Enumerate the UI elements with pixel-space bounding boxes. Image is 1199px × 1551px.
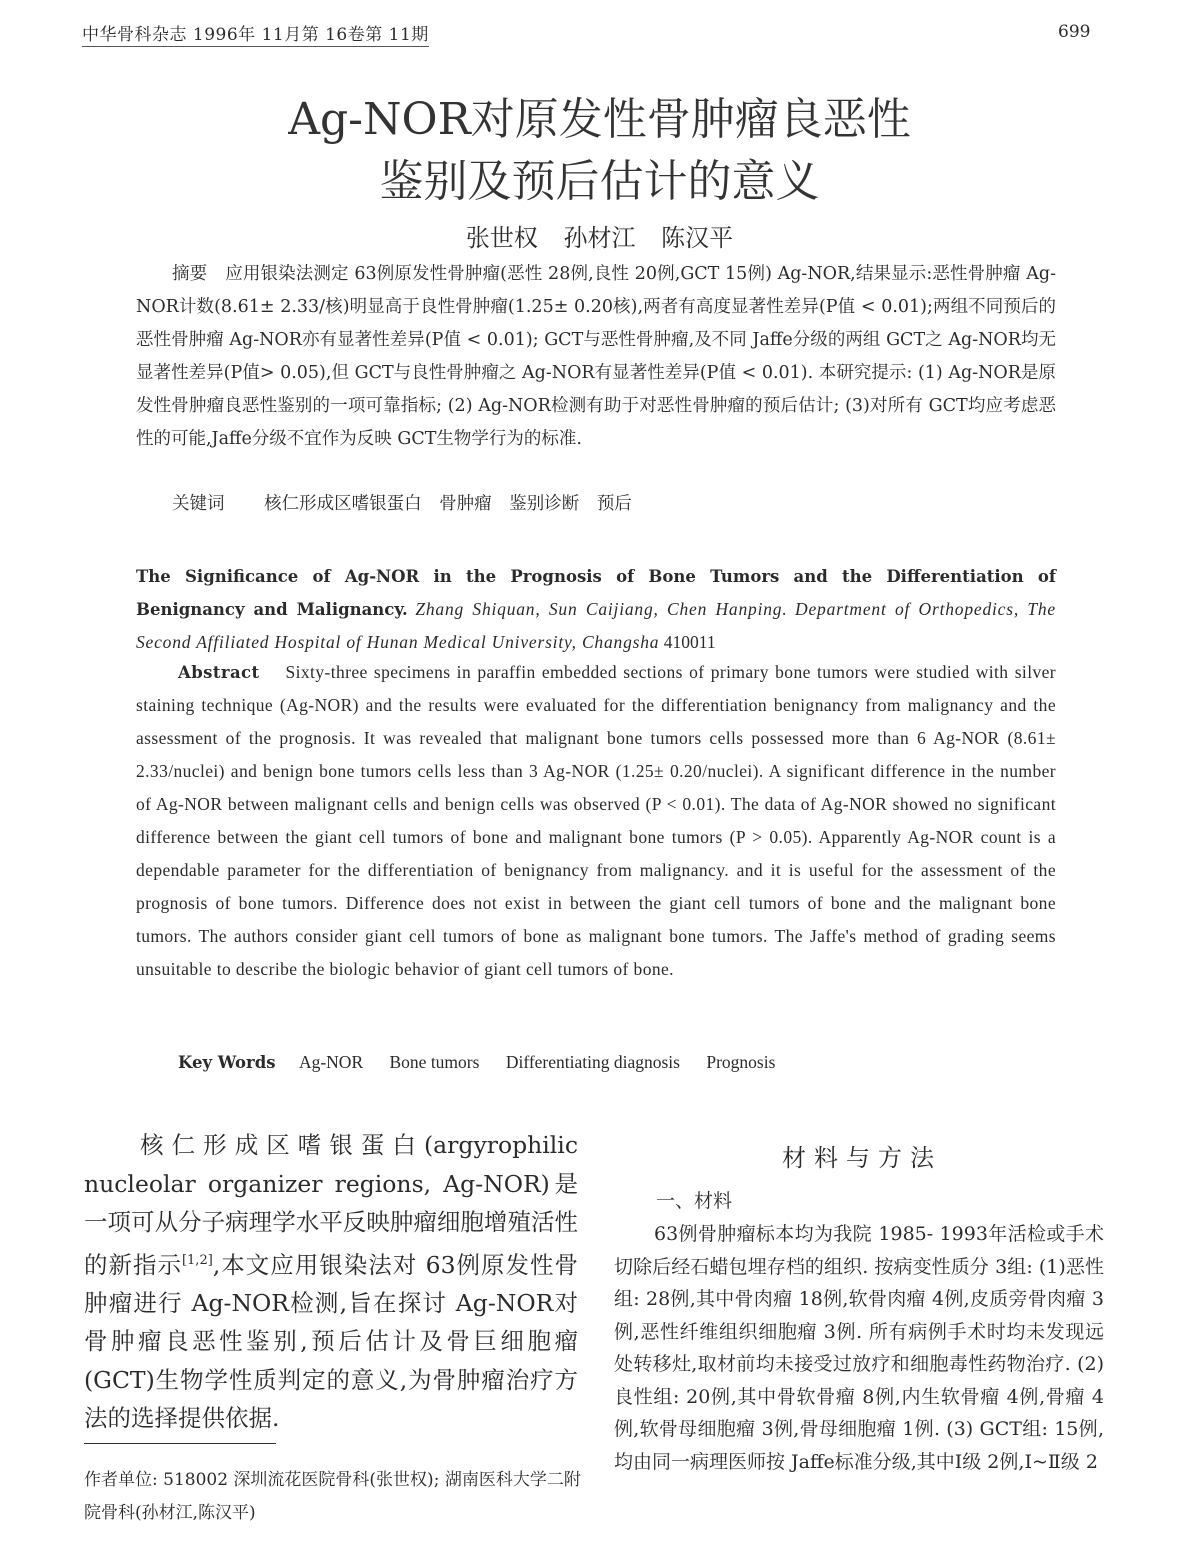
- chinese-abstract-text: 应用银染法测定 63例原发性骨肿瘤(恶性 28例,良性 20例,GCT 15例) Ag-NOR,结果显示:恶性骨肿瘤 Ag-NOR计数(8.61± 2.33/核)明显高于良性骨肿瘤(1.25± 0.20核),两者有高度显著性差异(P值 < 0.01);两组不同预后的恶性骨肿瘤 Ag-NOR亦有显著性差异(P值 < 0.01); GCT与恶性骨肿瘤,及不同 Jaffe分级的两组 GCT之 Ag-NOR均无显著性差异(P值> 0.05),但 GCT与良性骨肿瘤之 Ag-NOR有显著性差异(P值 < 0.01). 本研究提示: (1) Ag-NOR是原发性骨肿瘤良恶性鉴别的一项可靠指标; (2) Ag-NOR检测有助于对恶性骨肿瘤的预后估计; (3)对所有 GCT均应考虑恶性的可能,Jaffe分级不宜作为反映 GCT生物学行为的标准.: [136, 264, 1056, 449]
- english-title: The Significance of Ag-NOR in the Prognosis of Bone Tumors and the Differentiation of Benignancy and Malignancy.: [136, 567, 1056, 619]
- title-line-2: 鉴别及预后估计的意义: [379, 156, 820, 207]
- section-title: 材料与方法: [782, 1144, 942, 1172]
- chinese-keyword: 核仁形成区嗜银蛋白: [264, 494, 422, 514]
- english-keywords-label: Key Words: [178, 1053, 276, 1072]
- english-keyword: Bone tumors: [389, 1052, 480, 1072]
- english-postcode: 410011: [663, 632, 716, 652]
- title-line-1: Ag-NOR对原发性骨肿瘤良恶性: [288, 94, 911, 145]
- materials-paragraph: [614, 1218, 1104, 1478]
- subsection-title: 一、材料: [656, 1190, 733, 1212]
- chinese-keyword: 骨肿瘤: [439, 494, 492, 514]
- citation: [1,2]: [181, 1252, 213, 1268]
- author-affiliation-footnote: 作者单位: 518002 深圳流花医院骨科(张世权); 湖南医科大学二附院骨科(孙材江,陈汉平): [84, 1470, 581, 1523]
- journal-header: 中华骨科杂志 1996年 11月第 16卷第 11期: [82, 20, 429, 47]
- chinese-keywords-label: 关键词: [172, 494, 225, 514]
- page-number: 699: [1058, 22, 1091, 42]
- english-abstract-label: Abstract: [178, 663, 260, 682]
- english-abstract-text: Sixty-three specimens in paraffin embedded sections of primary bone tumors were studied with silver staining technique (Ag-NOR) and the results were evaluated for the differentiation benignancy from malignancy and the assessment of the prognosis. It was revealed that malignant bone tumors cells possessed more than 6 Ag-NOR (8.61± 2.33/nuclei) and benign bone tumors cells less than 3 Ag-NOR (1.25± 0.20/nuclei). A significant difference in the number of Ag-NOR between malignant cells and benign cells was observed (P < 0.01). The data of Ag-NOR showed no significant difference between the giant cell tumors of bone and malignant bone tumors (P > 0.05). Apparently Ag-NOR count is a dependable parameter for the differentiation of benignancy from malignancy. and it is useful for the assessment of the prognosis of bone tumors. Difference does not exist in between the giant cell tumors of bone and the malignant bone tumors. The authors consider giant cell tumors of bone as malignant bone tumors. The Jaffe's method of grading seems unsuitable to describe the biologic behavior of giant cell tumors of bone.: [136, 662, 1056, 979]
- english-keyword: Prognosis: [706, 1052, 776, 1072]
- materials-text: 63例骨肿瘤标本均为我院 1985- 1993年活检或手术切除后经石蜡包埋存档的组织. 按病变性质分 3组: (1)恶性组: 28例,其中骨肉瘤 18例,软骨肉瘤 4例,皮质旁骨肉瘤 3例,恶性纤维组织细胞瘤 3例. 所有病例手术时均未发现远处转移灶,取材前均未接受过放疗和细胞毒性药物治疗. (2)良性组: 20例,其中骨软骨瘤 8例,内生软骨瘤 4例,骨瘤 4例,软骨母细胞瘤 3例,骨母细胞瘤 1例. (3) GCT组: 15例,均由同一病理医师按 Jaffe标准分级,其中Ⅰ级 2例,Ⅰ~Ⅱ级 2: [614, 1223, 1104, 1473]
- english-keywords: [178, 1052, 797, 1073]
- english-abstract: [136, 656, 1056, 986]
- intro-text-cont: ,本文应用银染法对 63例原发性骨肿瘤进行 Ag-NOR检测,旨在探讨 Ag-NOR对骨肿瘤良恶性鉴别,预后估计及骨巨细胞瘤(GCT)生物学性质判定的意义,为骨肿瘤治疗方法的选择提供依据.: [84, 1250, 579, 1433]
- introduction-paragraph: [84, 1126, 578, 1438]
- english-authors: Zhang Shiquan, Sun Caijiang, Chen Hanping.: [415, 599, 788, 619]
- english-keyword: Ag-NOR: [298, 1052, 364, 1072]
- chinese-keyword: 预后: [596, 494, 632, 514]
- english-affiliation: Department of Orthopedics, The Second Affiliated Hospital of Hunan Medical University, Changsha: [136, 599, 1056, 652]
- chinese-abstract: [136, 258, 1056, 456]
- chinese-keywords: [172, 490, 632, 515]
- authors: 张世权 孙材江 陈汉平: [465, 224, 734, 252]
- english-title-block: [136, 560, 1056, 659]
- intro-text: 核仁形成区嗜银蛋白(argyrophilic nucleolar organizer regions, Ag-NOR)是一项可从分子病理学水平反映肿瘤细胞增殖活性的新指示: [84, 1131, 578, 1279]
- english-keyword: Differentiating diagnosis: [505, 1052, 680, 1072]
- chinese-abstract-label: 摘要: [172, 264, 208, 284]
- chinese-keyword: 鉴别诊断: [509, 494, 580, 514]
- footnote-divider: [84, 1443, 276, 1444]
